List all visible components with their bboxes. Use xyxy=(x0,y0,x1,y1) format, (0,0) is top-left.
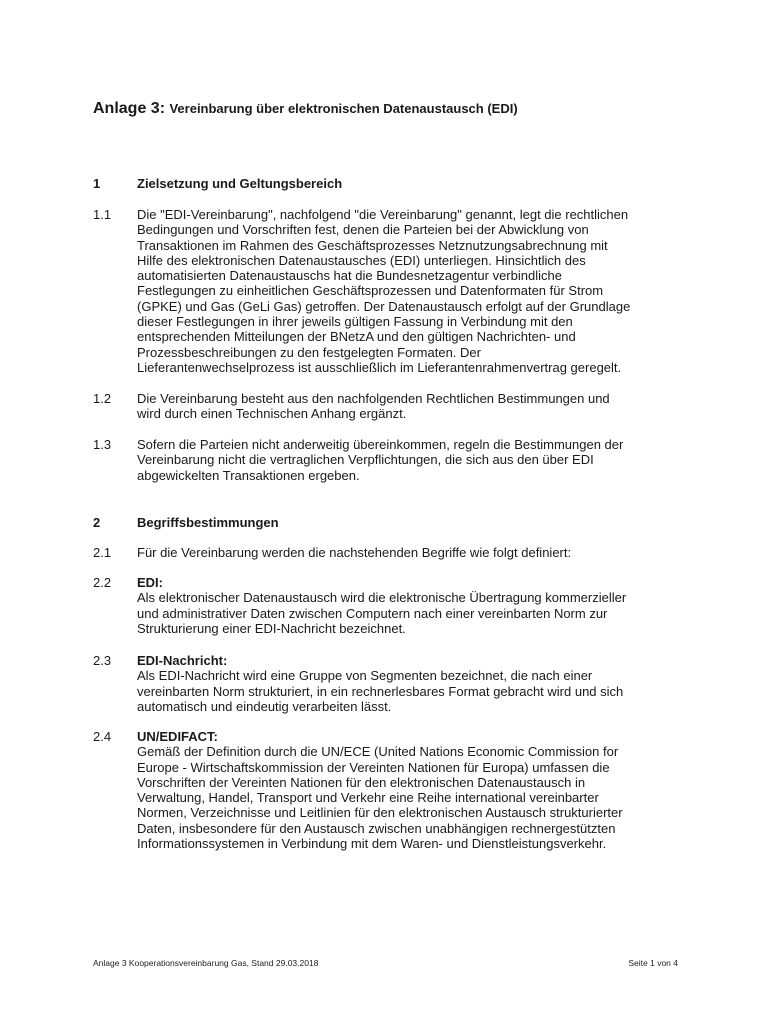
text-line: wird durch einen Technischen Anhang ergänzt. xyxy=(137,406,407,422)
text-line: Die Vereinbarung besteht aus den nachfolgenden Rechtlichen Bestimmungen und xyxy=(137,391,610,406)
text-line: Daten, insbesondere für den Austausch zwischen unabhängigen rechnergestützten xyxy=(137,820,616,836)
text-line: vereinbarten Norm strukturiert, in ein rechnerlesbares Format gebracht wird und sich xyxy=(137,683,624,699)
text-line: (GPKE) und Gas (GeLi Gas) getroffen. Der Datenaustausch erfolgt auf der Grundlage xyxy=(137,298,631,314)
text-line: entsprechenden Mitteilungen der BNetzA und den gültigen Nachrichten- und xyxy=(137,329,576,345)
text-line: Die "EDI-Vereinbarung", nachfolgend "die Vereinbarung" genannt, legt die rechtlichen xyxy=(137,207,629,222)
clause-number: 2.4 xyxy=(93,729,112,744)
clause-number: 2.1 xyxy=(93,545,112,560)
definition-term: UN/EDIFACT: xyxy=(137,729,218,744)
text-line: Gemäß der Definition durch die UN/ECE (United Nations Economic Commission for xyxy=(137,744,619,760)
clause-text xyxy=(137,207,683,375)
text-line: Prozessbeschreibungen zu den festgelegten Formaten. Der xyxy=(137,344,481,360)
text-line: Europe - Wirtschaftskommission der Vereinten Nationen für Europa) umfassen die xyxy=(137,759,610,775)
section-number: 2 xyxy=(93,515,101,530)
text-line: Normen, Verzeichnisse und Leitlinien für den elektronischen Austausch strukturierter xyxy=(137,805,623,821)
clause-1-1 xyxy=(93,207,683,375)
section-title: Begriffsbestimmungen xyxy=(137,515,279,530)
definition-term: EDI: xyxy=(137,575,163,590)
text-line: Vereinbarung nicht die vertraglichen Verpflichtungen, die sich aus den über EDI xyxy=(137,452,594,468)
section-number: 1 xyxy=(93,176,101,191)
text-line: automatisch und eindeutig verarbeiten lässt. xyxy=(137,698,392,714)
footer-document-info: Anlage 3 Kooperationsvereinbarung Gas, Stand 29.03.2018 xyxy=(93,958,319,968)
document-title xyxy=(93,100,518,118)
clause-number: 1.1 xyxy=(93,207,112,222)
clause-text xyxy=(137,545,683,560)
clause-2-3 xyxy=(93,653,683,714)
title-text: Vereinbarung über elektronischen Datenaustausch (EDI) xyxy=(169,101,518,116)
definition-term: EDI-Nachricht: xyxy=(137,653,228,668)
clause-text xyxy=(137,437,683,483)
text-line: Lieferantenwechselprozess ist ausschließlich im Lieferantenrahmenvertrag geregelt. xyxy=(137,359,622,375)
clause-number: 2.2 xyxy=(93,575,112,590)
text-line: Strukturierung einer EDI-Nachricht bezeichnet. xyxy=(137,620,406,636)
text-line: Verwaltung, Handel, Transport und Verkehr eine Reihe international vereinbarter xyxy=(137,790,599,806)
section-heading-1 xyxy=(93,176,683,191)
clause-2-1 xyxy=(93,545,683,560)
clause-number: 1.3 xyxy=(93,437,112,452)
section-title: Zielsetzung und Geltungsbereich xyxy=(137,176,343,191)
text-line: Informationssystemen in Verbindung mit dem Waren- und Dienstleistungsverkehr. xyxy=(137,836,607,852)
text-line: Sofern die Parteien nicht anderweitig übereinkommen, regeln die Bestimmungen der xyxy=(137,437,624,452)
text-line: Als elektronischer Datenaustausch wird die elektronische Übertragung kommerzieller xyxy=(137,590,627,606)
clause-2-4 xyxy=(93,729,683,851)
clause-number: 1.2 xyxy=(93,391,112,406)
text-line: Bedingungen und Vorschriften fest, denen die Parteien bei der Abwicklung von xyxy=(137,222,589,238)
text-line: Transaktionen im Rahmen des Geschäftsprozesses Netznutzungsabrechnung mit xyxy=(137,237,608,253)
text-line: abgewickelten Transaktionen ergeben. xyxy=(137,467,360,483)
clause-text xyxy=(137,391,683,422)
text-line: Als EDI-Nachricht wird eine Gruppe von Segmenten bezeichnet, die nach einer xyxy=(137,668,593,684)
clause-1-3 xyxy=(93,437,683,483)
clause-text xyxy=(137,575,683,636)
clause-2-2 xyxy=(93,575,683,636)
clause-1-2 xyxy=(93,391,683,422)
text-line: automatisierten Datenaustauschs hat die Bundesnetzagentur verbindliche xyxy=(137,268,562,284)
clause-number: 2.3 xyxy=(93,653,112,668)
text-line: Vorschriften der Vereinten Nationen für den elektronischen Datenaustausch in xyxy=(137,774,586,790)
text-line: und administrativer Daten zwischen Computern nach einer vereinbarten Norm zur xyxy=(137,605,608,621)
text-line: Festlegungen zu einheitlichen Geschäftsprozessen und Datenformaten für Strom xyxy=(137,283,604,299)
clause-text xyxy=(137,729,683,851)
footer-page-number: Seite 1 von 4 xyxy=(628,958,678,968)
clause-text xyxy=(137,653,683,714)
title-prefix: Anlage 3: xyxy=(93,100,166,117)
text-line: Hilfe des elektronischen Datenaustausches (EDI) unterliegen. Hinsichtlich des xyxy=(137,252,586,268)
section-heading-2 xyxy=(93,515,683,530)
text-line: Für die Vereinbarung werden die nachstehenden Begriffe wie folgt definiert: xyxy=(137,545,572,560)
text-line: dieser Festlegungen in ihrer jeweils gültigen Fassung in Verbindung mit den xyxy=(137,314,573,330)
